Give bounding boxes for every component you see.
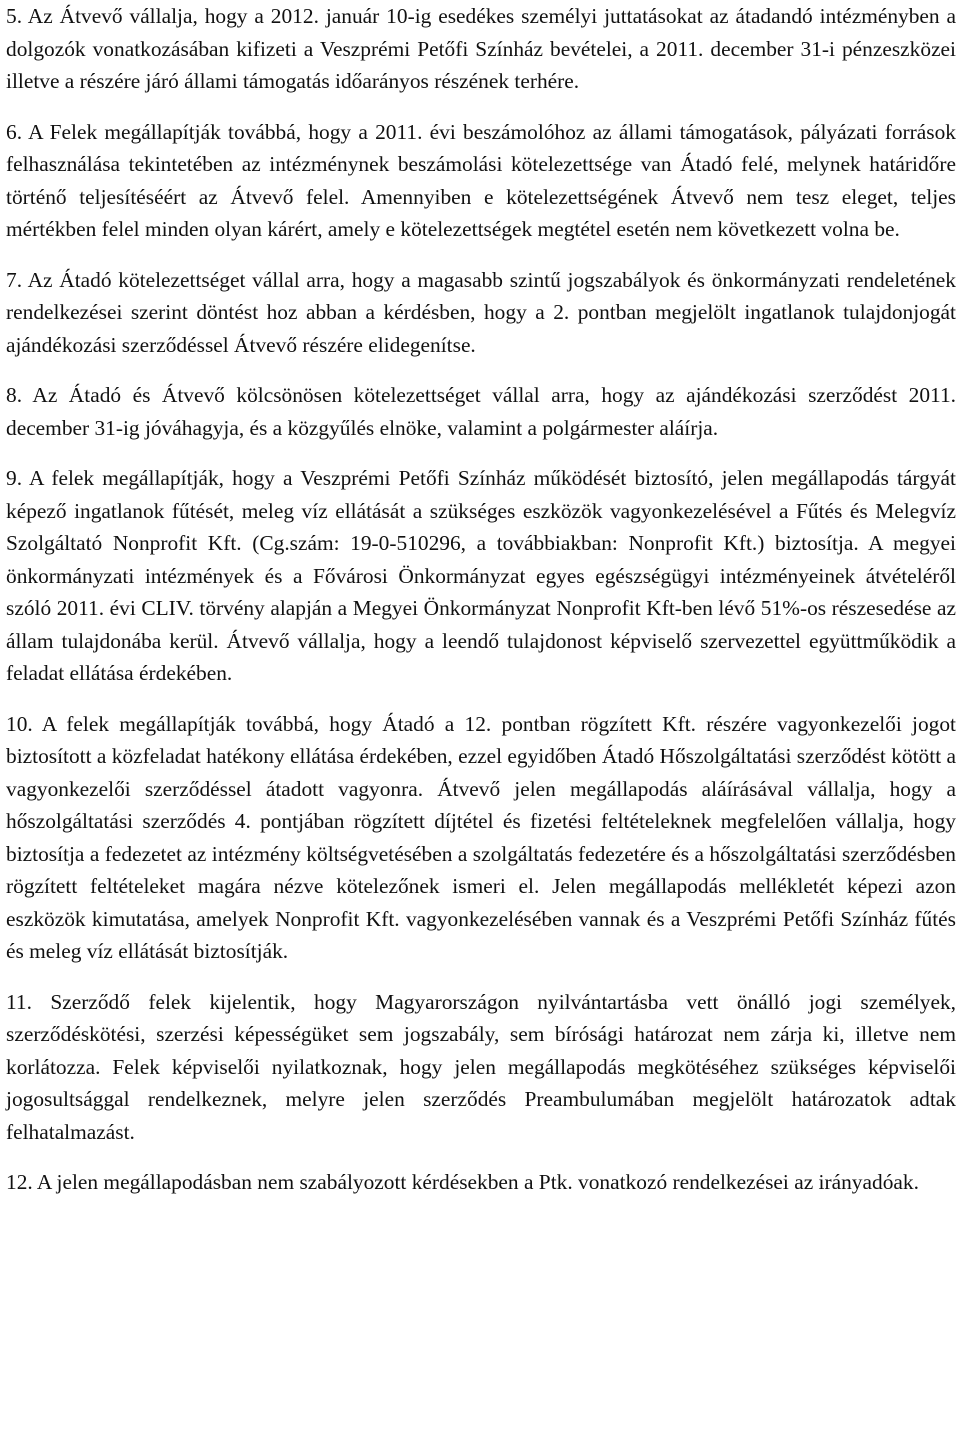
paragraph-10: 10. A felek megállapítják továbbá, hogy Átadó a 12. pontban rögzített Kft. részére vagyonkezelői jogot biztosított a közfeladat hatékony ellátása érdekében, ezzel egyidőben Átadó Hőszolgáltatási szerződést kötött a vagyonkezelői szerződéssel átadott vagyonra. Átvevő jelen megállapodás aláírásával vállalja, hogy a hőszolgáltatási szerződés 4. pontjában rögzített díjtétel és fizetési feltételeknek megfelelően vállalja, hogy biztosítja a fedezetet az intézmény költségvetésében a szolgáltatás fedezetére és a hőszolgáltatási szerződésben rögzített feltételeket magára nézve kötelezőnek ismeri el. Jelen megállapodás mellékletét képezi azon eszközök kimutatása, amelyek Nonprofit Kft. vagyonkezelésében vannak és a Veszprémi Petőfi Színház fűtés és meleg víz ellátását biztosítják. xyxy=(6,711,956,963)
paragraph-9: 9. A felek megállapítják, hogy a Veszprémi Petőfi Színház működését biztosító, jelen megállapodás tárgyát képező ingatlanok fűtését, meleg víz ellátását a szükséges eszközök vagyonkezelésével a Fűtés és Melegvíz Szolgáltató Nonprofit Kft. (Cg.szám: 19-0-510296, a továbbiakban: Nonprofit Kft.) biztosítja. A megyei önkormányzati intézmények és a Fővárosi Önkormányzat egyes egészségügyi intézményeinek átvételéről szóló 2011. évi CLIV. törvény alapján a Megyei Önkormányzat Nonprofit Kft-ben lévő 51%-os részesedése az állam tulajdonába kerül. Átvevő vállalja, hogy a leendő tulajdonost képviselő szervezettel együttműködik a feladat ellátása érdekében. xyxy=(6,466,956,685)
paragraph-7: 7. Az Átadó kötelezettséget vállal arra, hogy a magasabb szintű jogszabályok és önkormányzati rendeletének rendelkezései szerint döntést hoz abban a kérdésben, hogy a 2. pontban megjelölt ingatlanok tulajdonjogát ajándékozási szerződéssel Átvevő részére elidegenítse. xyxy=(6,267,956,357)
paragraph-8: 8. Az Átadó és Átvevő kölcsönösen kötelezettséget vállal arra, hogy az ajándékozási szerződést 2011. december 31-ig jóváhagyja, és a közgyűlés elnöke, valamint a polgármester aláírja. xyxy=(6,383,956,440)
document-page xyxy=(6,0,956,1199)
paragraph-12: 12. A jelen megállapodásban nem szabályozott kérdésekben a Ptk. vonatkozó rendelkezései az irányadóak. xyxy=(6,1170,919,1194)
paragraph-11: 11. Szerződő felek kijelentik, hogy Magyarországon nyilvántartásba vett önálló jogi személyek, szerződéskötési, szerzési képességüket sem jogszabály, sem bírósági határozat nem zárja ki, illetve nem korlátozza. Felek képviselői nyilatkoznak, hogy jelen megállapodás megkötéséhez szükséges képviselői jogosultsággal rendelkeznek, melyre jelen szerződés Preambulumában megjelölt határozatok adtak felhatalmazást. xyxy=(6,989,956,1144)
paragraph-6: 6. A Felek megállapítják továbbá, hogy a 2011. évi beszámolóhoz az állami támogatások, pályázati források felhasználása tekintetében az intézménynek beszámolási kötelezettsége van Átadó felé, melynek határidőre történő teljesítéséért az Átvevő felel. Amennyiben e kötelezettségének Átvevő nem tesz eleget, teljes mértékben felel minden olyan kárért, amely e kötelezettségek megtétel esetén nem következett volna be. xyxy=(6,119,956,241)
paragraph-5: 5. Az Átvevő vállalja, hogy a 2012. január 10-ig esedékes személyi juttatásokat az átadandó intézményben a dolgozók vonatkozásában kifizeti a Veszprémi Petőfi Színház bevételei, a 2011. december 31-i pénzeszközei illetve a részére járó állami támogatás időarányos részének terhére. xyxy=(6,4,956,93)
